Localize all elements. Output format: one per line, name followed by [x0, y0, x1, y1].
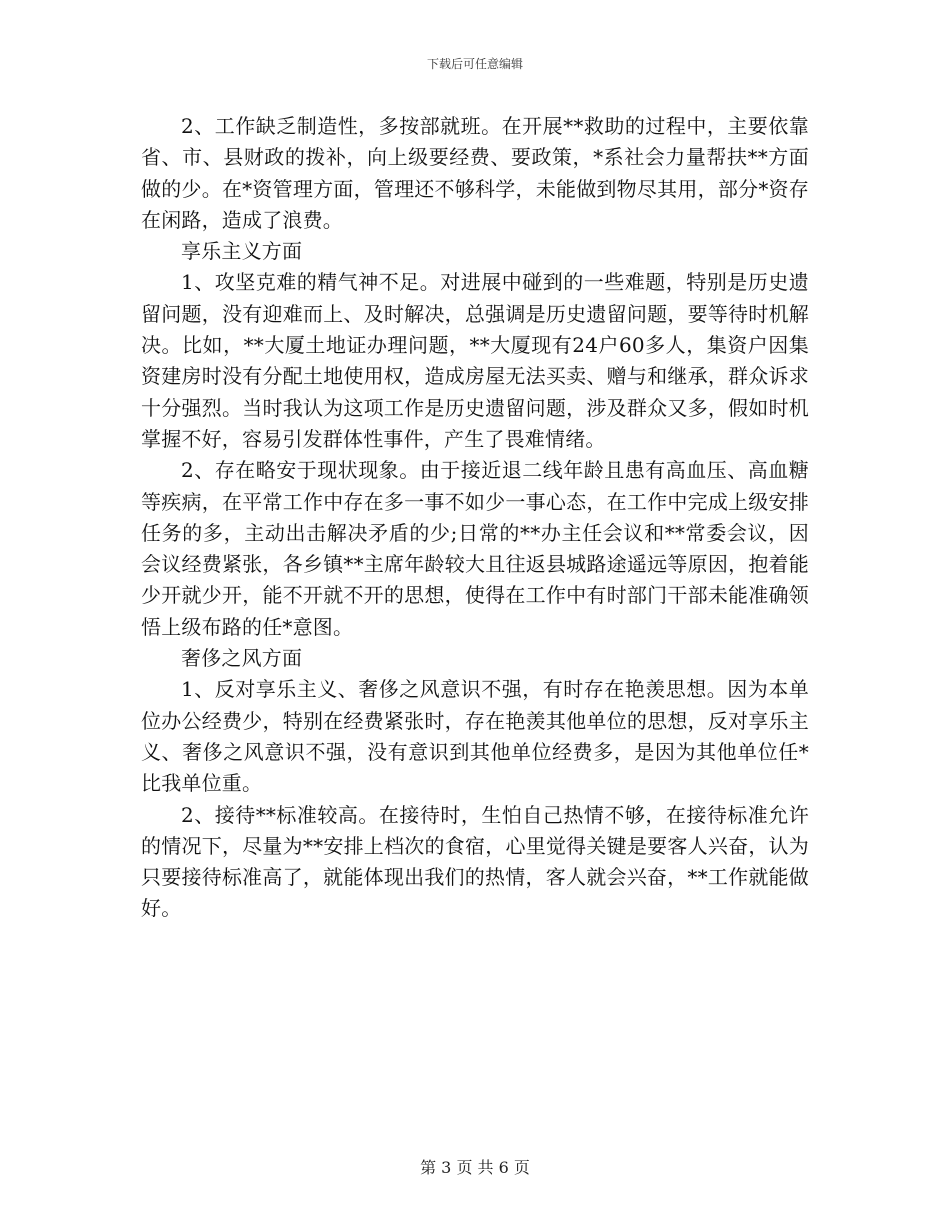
paragraph-2: 1、攻坚克难的精气神不足。对进展中碰到的一些难题，特别是历史遗留问题，没有迎难而上、及时解决，总强调是历史遗留问题，要等待时机解决。比如，**大厦土地证办理问题，**大厦现有24户60多人，集资户因集资建房时没有分配土地使用权，造成房屋无法买卖、赠与和继承，群众诉求十分强烈。当时我认为这项工作是历史遗留问题，涉及群众又多，假如时机掌握不好，容易引发群体性事件，产生了畏难情绪。: [141, 270, 809, 451]
section-heading-hedonism: 享乐主义方面: [181, 239, 303, 264]
section-heading-extravagance: 奢侈之风方面: [181, 646, 303, 671]
paragraph-5: 2、接待**标准较高。在接待时，生怕自己热情不够，在接待标准允许的情况下，尽量为**安排上档次的食宿，心里觉得关键是要客人兴奋，认为只要接待标准高了，就能体现出我们的热情，客人就会兴奋，**工作就能做好。: [141, 802, 809, 921]
document-body: [141, 111, 809, 925]
paragraph-4: 1、反对享乐主义、奢侈之风意识不强，有时存在艳羡思想。因为本单位办公经费少，特别在经费紧张时，存在艳羡其他单位的思想，反对享乐主义、奢侈之风意识不强，没有意识到其他单位经费多，是因为其他单位任*比我单位重。: [141, 677, 809, 796]
page-header: 下载后可任意编辑: [426, 57, 523, 71]
paragraph-3: 2、存在略安于现状现象。由于接近退二线年龄且患有高血压、高血糖等疾病，在平常工作中存在多一事不如少一事心态，在工作中完成上级安排任务的多，主动出击解决矛盾的少;日常的**办主任会议和**常委会议，因会议经费紧张，各乡镇**主席年龄较大且往返县城路途遥远等原因，抱着能少开就少开，能不开就不开的思想，使得在工作中有时部门干部未能准确领悟上级布路的任*意图。: [141, 458, 809, 639]
paragraph-1: 2、工作缺乏制造性，多按部就班。在开展**救助的过程中，主要依靠省、市、县财政的拨补，向上级要经费、要政策，*系社会力量帮扶**方面做的少。在*资管理方面，管理还不够科学，未能做到物尽其用，部分*资存在闲路，造成了浪费。: [141, 114, 809, 232]
page-footer: 第 3 页 共 6 页: [420, 1158, 530, 1177]
